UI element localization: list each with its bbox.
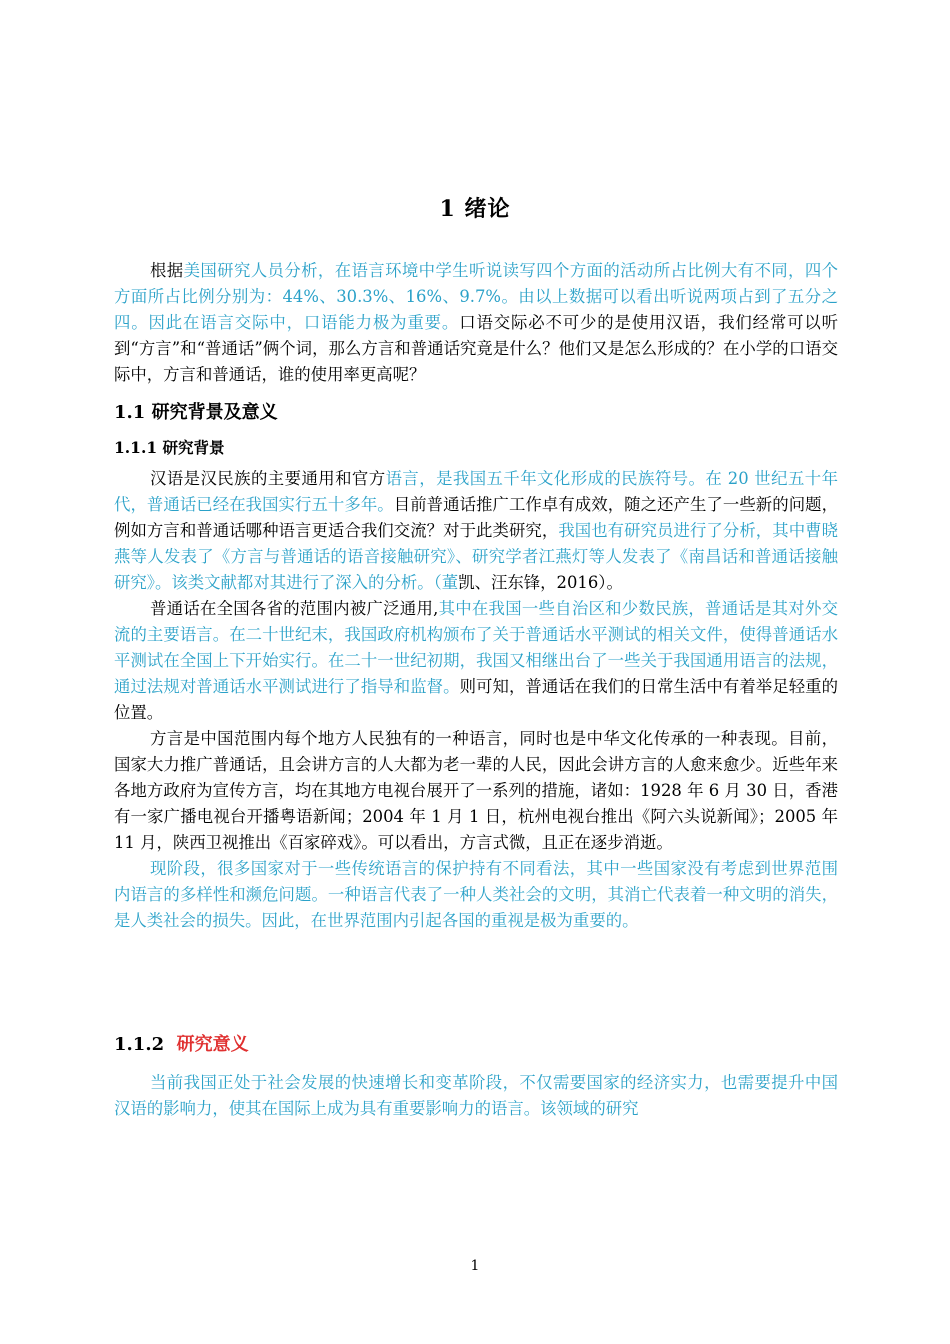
section-heading-1-1: 1.1 研究背景及意义 — [114, 402, 278, 423]
page-number: 1 — [470, 1258, 480, 1274]
section-heading-1-1-2: 1.1.2 研究意义 — [114, 1034, 249, 1055]
paragraph-2: 普通话在全国各省的范围内被广泛通用,其中在我国一些自治区和少数民族，普通话是其对外交流的主要语言。在二十世纪末，我国政府机构颁布了关于普通话水平测试的相关文件，使得普通话水平测试在全国上下开始实行。在二十一世纪初期，我国又相继出台了一些关于我国通用语言的法规，通过法规对普通话水平测试进行了指导和监督。则可知，普通话在我们的日常生活中有着举足轻重的位置。 — [114, 599, 839, 722]
significance-paragraph — [114, 1070, 838, 1122]
intro-highlight: 美国研究人员分析，在语言环境中学生听说读写四个方面的活动所占比例大有不同，四个方面所占比例分别为：44%、30.3%、16%、9.7%。由以上数据可以看出听说两项占到了五分之四。因此在语言交际中，口语能力极为重要。 — [114, 261, 839, 332]
paragraph-4: 现阶段，很多国家对于一些传统语言的保护持有不同看法，其中一些国家没有考虑到世界范围内语言的多样性和濒危问题。一种语言代表了一种人类社会的文明，其消亡代表着一种文明的消失，是人类社会的损失。因此，在世界范围内引起各国的重视是极为重要的。 — [114, 859, 838, 930]
paragraph-5: 当前我国正处于社会发展的快速增长和变革阶段，不仅需要国家的经济实力，也需要提升中国汉语的影响力，使其在国际上成为具有重要影响力的语言。该领域的研究 — [114, 1073, 838, 1118]
section-heading-1-1-1: 1.1.1 研究背景 — [114, 438, 225, 457]
paragraph-3: 方言是中国范围内每个地方人民独有的一种语言，同时也是中华文化传承的一种表现。目前，国家大力推广普通话，且会讲方言的人大都为老一辈的人民，因此会讲方言的人愈来愈少。近些年来各地方政府为宣传方言，均在其地方电视台展开了一系列的措施，诸如：1928 年 6 月 30 日，香港有一家广播电视台开播粤语新闻；2004 年 1 月 1 日，杭州电视台推出《阿六头说新闻》；2005 年 11 月，陕西卫视推出《百家碎戏》。可以看出，方言式微，且正在逐步消逝。 — [114, 729, 838, 852]
background-paragraphs — [114, 466, 838, 934]
intro-paragraph — [114, 258, 838, 388]
intro-text: 根据 — [150, 261, 184, 280]
chapter-title: 1 绪论 — [439, 196, 511, 222]
intro-text-2: 口语交际必不可少的是使用汉语，我们经常可以听到“方言”和“普通话”俩个词，那么方言和普通话究竟是什么？他们又是怎么形成的？在小学的口语交际中，方言和普通话，谁的使用率更高呢？ — [114, 313, 839, 384]
paragraph-1: 汉语是汉民族的主要通用和官方语言，是我国五千年文化形成的民族符号。在 20 世纪五十年代，普通话已经在我国实行五十多年。目前普通话推广工作卓有成效，随之还产生了一些新的问题，例如方言和普通话哪种语言更适合我们交流？对于此类研究，我国也有研究员进行了分析，其中曹晓燕等人发表了《方言与普通话的语音接触研究》、研究学者江燕灯等人发表了《南昌话和普通话接触研究》。该类文献都对其进行了深入的分析。（董凯、汪东锋，2016）。 — [114, 469, 839, 592]
